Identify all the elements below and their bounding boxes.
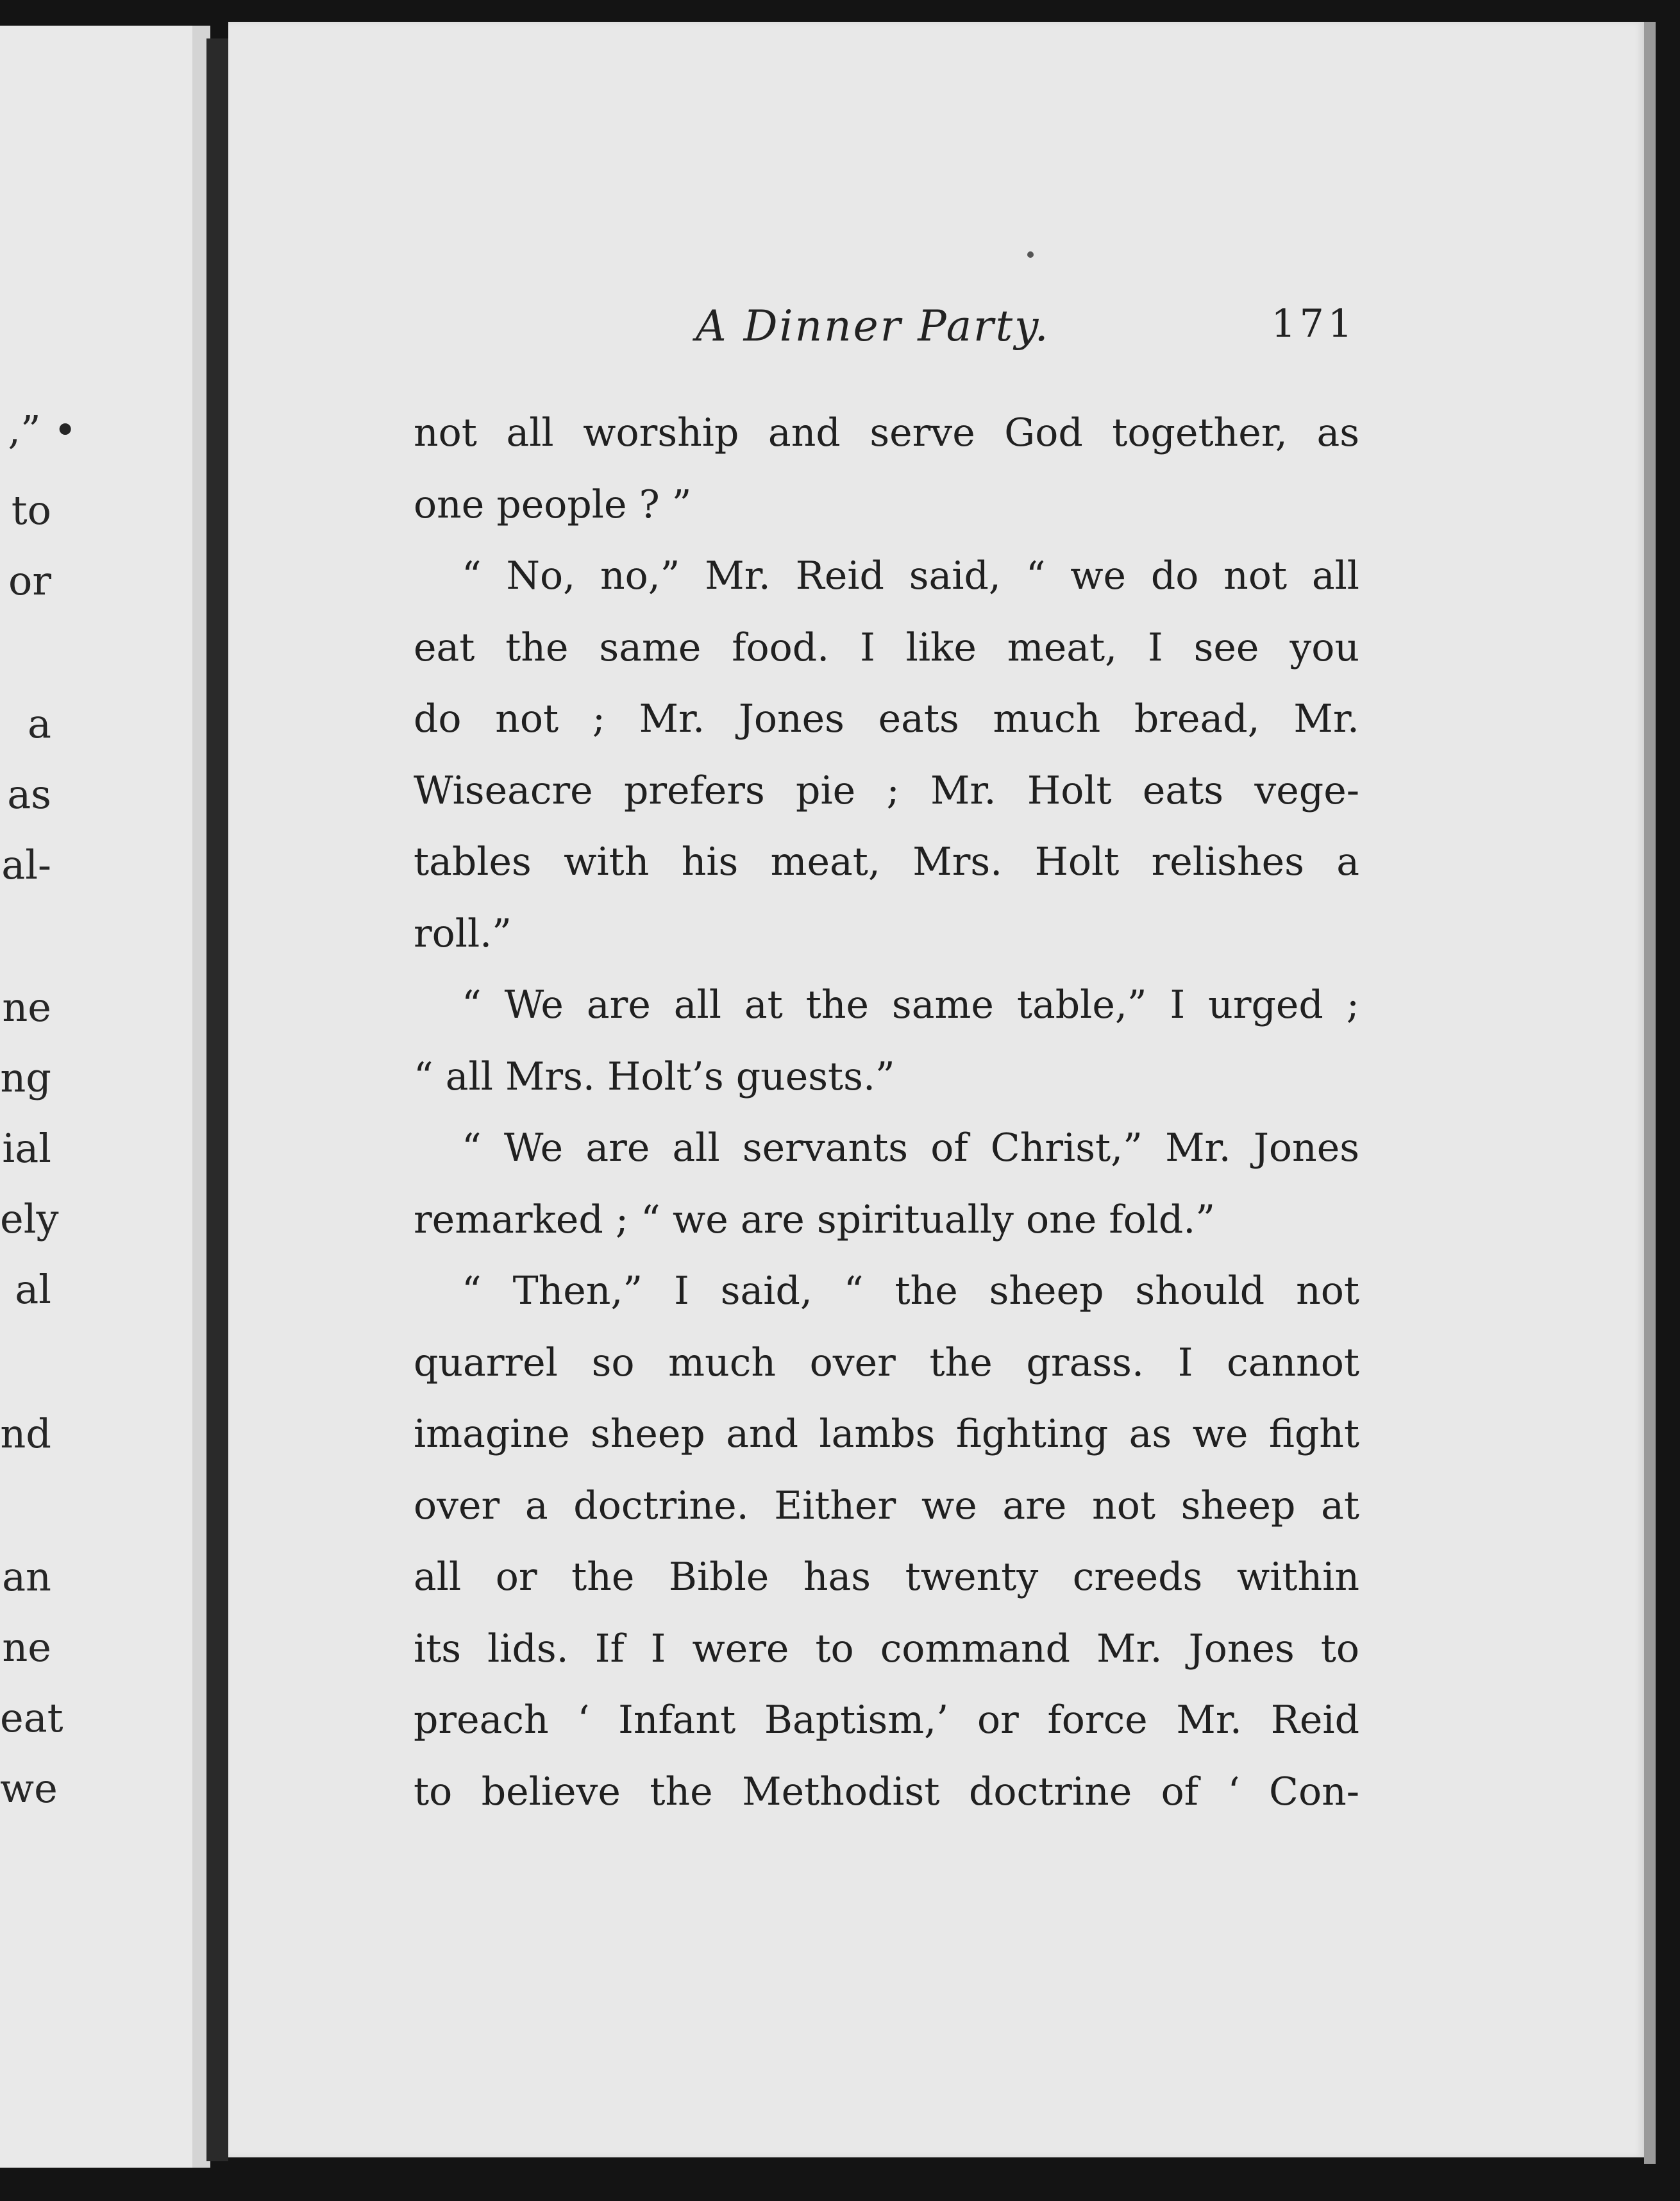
- left-fragment: nd: [0, 1410, 51, 1457]
- left-fragment: ial: [2, 1125, 51, 1172]
- text-line: over a doctrine. Either we are not sheep at: [414, 1483, 1359, 1528]
- running-title: A Dinner Party.: [696, 301, 1050, 351]
- left-page-text-fragments: [0, 0, 192, 2201]
- left-fragment: to: [11, 487, 51, 534]
- left-fragment: eat: [0, 1694, 63, 1741]
- left-fragment: or: [8, 557, 51, 604]
- text-line: remarked ; “ we are spiritually one fold.”: [414, 1197, 1216, 1242]
- body-text: [414, 398, 1359, 1828]
- ink-speck: [1027, 251, 1034, 258]
- left-fragment: ,” •: [8, 407, 77, 453]
- left-fragment: ely: [0, 1195, 59, 1242]
- left-fragment: a: [28, 700, 51, 747]
- text-line: tables with his meat, Mrs. Holt relishes a: [414, 839, 1359, 884]
- text-line: to believe the Methodist doctrine of ‘ Con-: [414, 1769, 1359, 1814]
- text-line: “ No, no,” Mr. Reid said, “ we do not all: [462, 553, 1359, 598]
- text-line: imagine sheep and lambs fighting as we fight: [414, 1412, 1359, 1456]
- text-line: roll.”: [414, 911, 512, 956]
- text-line: “ all Mrs. Holt’s guests.”: [414, 1054, 895, 1099]
- text-line: one people ? ”: [414, 482, 692, 527]
- text-line: all or the Bible has twenty creeds within: [414, 1555, 1359, 1599]
- book-spine-edge: [206, 38, 228, 2161]
- left-fragment: ng: [0, 1054, 51, 1101]
- left-fragment: al-: [1, 841, 51, 888]
- text-line: Wiseacre prefers pie ; Mr. Holt eats vege-: [414, 768, 1359, 813]
- text-line: “ We are all servants of Christ,” Mr. Jones: [462, 1126, 1359, 1170]
- text-line: “ We are all at the same table,” I urged ;: [462, 982, 1359, 1027]
- left-fragment: as: [7, 771, 51, 818]
- left-fragment: al: [15, 1266, 51, 1313]
- text-line: not all worship and serve God together, as: [414, 410, 1359, 455]
- running-header: [696, 301, 1356, 353]
- text-line: quarrel so much over the grass. I cannot: [414, 1340, 1359, 1385]
- text-line: eat the same food. I like meat, I see you: [414, 625, 1359, 670]
- page-edge: [1644, 22, 1656, 2164]
- text-line: preach ‘ Infant Baptism,’ or force Mr. Reid: [414, 1698, 1359, 1742]
- text-line: “ Then,” I said, “ the sheep should not: [462, 1269, 1359, 1313]
- left-fragment: ne: [2, 984, 51, 1031]
- text-line: its lids. If I were to command Mr. Jones to: [414, 1626, 1359, 1671]
- text-line: do not ; Mr. Jones eats much bread, Mr.: [414, 696, 1359, 741]
- page-number: 171: [1271, 301, 1356, 346]
- left-fragment: we: [0, 1765, 58, 1812]
- left-fragment: an: [2, 1553, 51, 1600]
- left-fragment: ne: [2, 1624, 51, 1671]
